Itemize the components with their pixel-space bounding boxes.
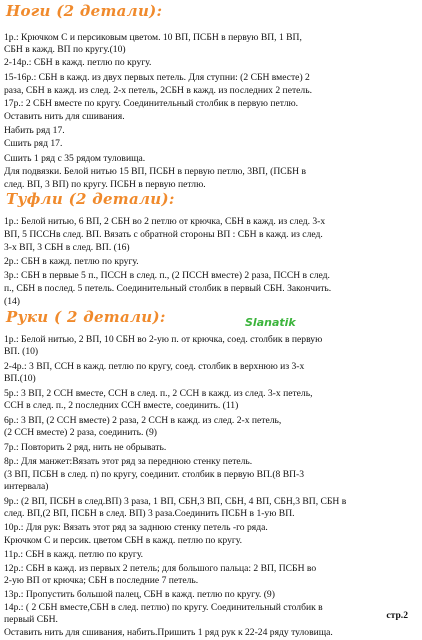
text-line: Крючком С и персик. цветом СБН в кажд. петлю по кругу. — [4, 535, 243, 546]
text-line: СБН в кажд. ВП по кругу.(10) — [4, 44, 126, 55]
text-line: (2 ССН вместе) 2 раза, соединить. (9) — [4, 427, 157, 438]
text-line: 1р.: Белой нитью, 2 ВП, 10 СБН во 2-ую п. от крючка, соед. столбик в первую — [4, 334, 323, 345]
text-line: 10р.: Для рук: Вязать этот ряд за заднюю стенку петель -го ряда. — [4, 522, 268, 533]
text-line: 7р.: Повторить 2 ряд, нить не обрывать. — [4, 442, 167, 453]
section-title-arms: Руки ( 2 детали): — [6, 308, 166, 326]
text-line: 15-16р.: СБН в кажд. из двух первых петель. Для ступни: (2 СБН вместе) 2 — [4, 72, 310, 83]
text-line: 14р.: ( 2 СБН вместе,СБН в след. петлю) по кругу. Соединительный столбик в — [4, 602, 323, 613]
text-line: 2-ую ВП от крючка; СБН в последние 7 петель. — [4, 575, 199, 586]
text-line: 8р.: Для манжет:Вязать этот ряд за переднюю стенку петель. — [4, 456, 253, 467]
text-line: след. ВП, 3 ВП) по кругу. ПСБН в первую петлю. — [4, 179, 206, 190]
text-line: интервала) — [4, 481, 49, 492]
text-line: Оставить нить для сшивания, набить.Пришить 1 ряд рук к 22-24 ряду туловища. — [4, 627, 333, 638]
text-line: Набить ряд 17. — [4, 125, 65, 136]
text-line: 6р.: 3 ВП, (2 ССН вместе) 2 раза, 2 ССН в кажд. из след. 2-х петель, — [4, 415, 282, 426]
text-line: Сшить ряд 17. — [4, 138, 63, 149]
text-line: (14) — [4, 296, 20, 307]
text-line: 5р.: 3 ВП, 2 ССН вместе, ССН в след. п., 2 ССН в кажд. из след. 3-х петель, — [4, 388, 313, 399]
watermark: Slanatik — [245, 316, 296, 329]
text-line: Для подвязки. Белой нитью 15 ВП, ПСБН в первую петлю, 3ВП, (ПСБН в — [4, 166, 307, 177]
page-number: стр.2 — [386, 610, 408, 621]
text-line: ВП, 5 ПССНв след. ВП. Вязать с обратной стороны ВП : СБН в кажд. из след. — [4, 229, 323, 240]
text-line: след. ВП,(2 ВП, ПСБН в след. ВП) 3 раза.Соединить ПСБН в 1-ую ВП. — [4, 508, 295, 519]
text-line: ВП. (10) — [4, 346, 39, 357]
text-line: 17р.: 2 СБН вместе по кругу. Соединительный столбик в первую петлю. — [4, 98, 299, 109]
text-line: 2-4р.: 3 ВП, ССН в кажд. петлю по кругу, соед. столбик в верхнюю из 3-х — [4, 361, 305, 372]
text-line: 3р.: СБН в первые 5 п., ПССН в след. п., (2 ПССН вместе) 2 раза, ПССН в след. — [4, 270, 330, 281]
text-line: раза, СБН в кажд. из след. 2-х петель, 2СБН в кажд. из последних 2 петель. — [4, 85, 312, 96]
text-line: 9р.: (2 ВП, ПСБН в след.ВП) 3 раза, 1 ВП, СБН,3 ВП, СБН, 4 ВП, СБН,3 ВП, СБН в — [4, 496, 347, 507]
text-line: 2-14р.: СБН в кажд. петлю по кругу. — [4, 57, 152, 68]
text-line: ВП.(10) — [4, 373, 36, 384]
text-line: 11р.: СБН в кажд. петлю по кругу. — [4, 549, 144, 560]
text-line: 3-х ВП, 3 СБН в след. ВП. (16) — [4, 242, 130, 253]
section-title-legs: Ноги (2 детали): — [6, 2, 163, 20]
text-line: первый СБН. — [4, 614, 58, 625]
text-line: 2р.: СБН в кажд. петлю по кругу. — [4, 256, 139, 267]
text-line: 1р.: Крючком С и персиковым цветом. 10 ВП, ПСБН в первую ВП, 1 ВП, — [4, 32, 302, 43]
text-line: 12р.: СБН в кажд. из первых 2 петель; для большого пальца: 2 ВП, ПСБН во — [4, 563, 317, 574]
text-line: (3 ВП, ПСБН в след. п) по кругу, соединит. столбик в первую ВП.(8 ВП-3 — [4, 469, 305, 480]
section-title-shoes: Туфли (2 детали): — [6, 190, 175, 208]
text-line: п., СБН в послед. 5 петель. Соединительный столбик в первый СБН. Закончить. — [4, 283, 332, 294]
text-line: ССН в след. п., 2 последних ССН вместе, соединить. (11) — [4, 400, 239, 411]
text-line: 1р.: Белой нитью, 6 ВП, 2 СБН во 2 петлю от крючка, СБН в кажд. из след. 3-х — [4, 216, 326, 227]
text-line: 13р.: Пропустить большой палец, СБН в кажд. петлю по кругу. (9) — [4, 589, 275, 600]
text-line: Сшить 1 ряд с 35 рядом туловища. — [4, 153, 146, 164]
text-line: Оставить нить для сшивания. — [4, 111, 125, 122]
